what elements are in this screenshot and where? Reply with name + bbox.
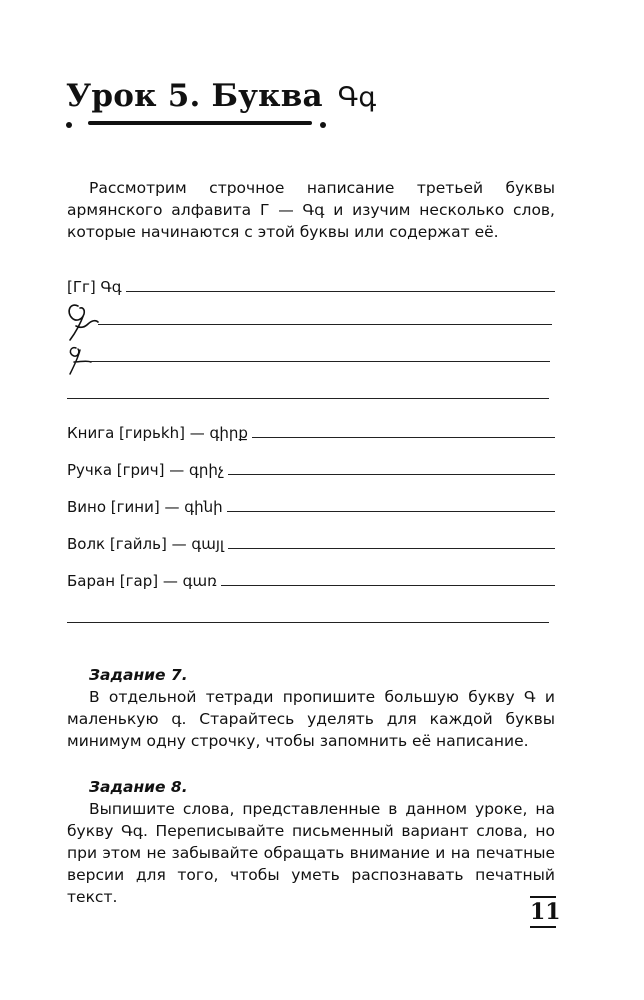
writing-line xyxy=(228,474,555,475)
title-letters: Գգ xyxy=(337,82,377,113)
task-7 xyxy=(67,664,555,752)
writing-line xyxy=(67,622,549,623)
title-underline xyxy=(88,121,312,125)
page-title xyxy=(66,78,376,114)
handwritten-small-g-icon xyxy=(64,340,94,380)
practice-label: [Гг] Գգ xyxy=(67,278,122,296)
word-label: Вино [гини] — գինի xyxy=(67,498,223,516)
task-8 xyxy=(67,776,555,908)
word-label: Ручка [грич] — գրիչ xyxy=(67,461,225,479)
task-text: Выпишите слова, представленные в данном уроке, на букву Գգ. Переписывайте письменный вариант слова, но при этом не забывайте обращать внимание и на печатные версии для того, чтобы уметь распознавать печатный текст. xyxy=(67,800,555,906)
writing-line xyxy=(228,548,555,549)
word-row xyxy=(67,529,555,553)
task-heading: Задание 7. xyxy=(89,666,188,684)
word-label: Волк [гайль] — գայլ xyxy=(67,535,224,553)
task-heading: Задание 8. xyxy=(89,778,188,796)
writing-line xyxy=(126,291,555,292)
intro-paragraph: Рассмотрим строчное написание третьей буквы армянского алфавита Г — Գգ и изучим несколько слов, которые начинаются с этой буквы или содержат её. xyxy=(67,179,555,241)
writing-line xyxy=(252,437,555,438)
word-row xyxy=(67,418,555,442)
word-label: Баран [гар] — գառ xyxy=(67,572,217,590)
writing-line xyxy=(98,324,552,325)
writing-line xyxy=(221,585,555,586)
word-row xyxy=(67,566,555,590)
word-row xyxy=(67,455,555,479)
writing-line xyxy=(227,511,555,512)
page-number: 11 xyxy=(530,896,556,928)
title-underline-dot-right xyxy=(320,122,326,128)
writing-line xyxy=(90,361,550,362)
title-text: Урок 5. Буква xyxy=(66,78,323,114)
task-text: В отдельной тетради пропишите большую букву Գ и маленькую գ. Старайтесь уделять для каждой буквы минимум одну строчку, чтобы запомнить её написание. xyxy=(67,688,555,750)
writing-line xyxy=(67,398,549,399)
word-row xyxy=(67,492,555,516)
title-underline-dot-left xyxy=(66,122,72,128)
practice-row xyxy=(67,272,555,296)
word-label: Книга [гирьkh] — գիրք xyxy=(67,424,248,442)
